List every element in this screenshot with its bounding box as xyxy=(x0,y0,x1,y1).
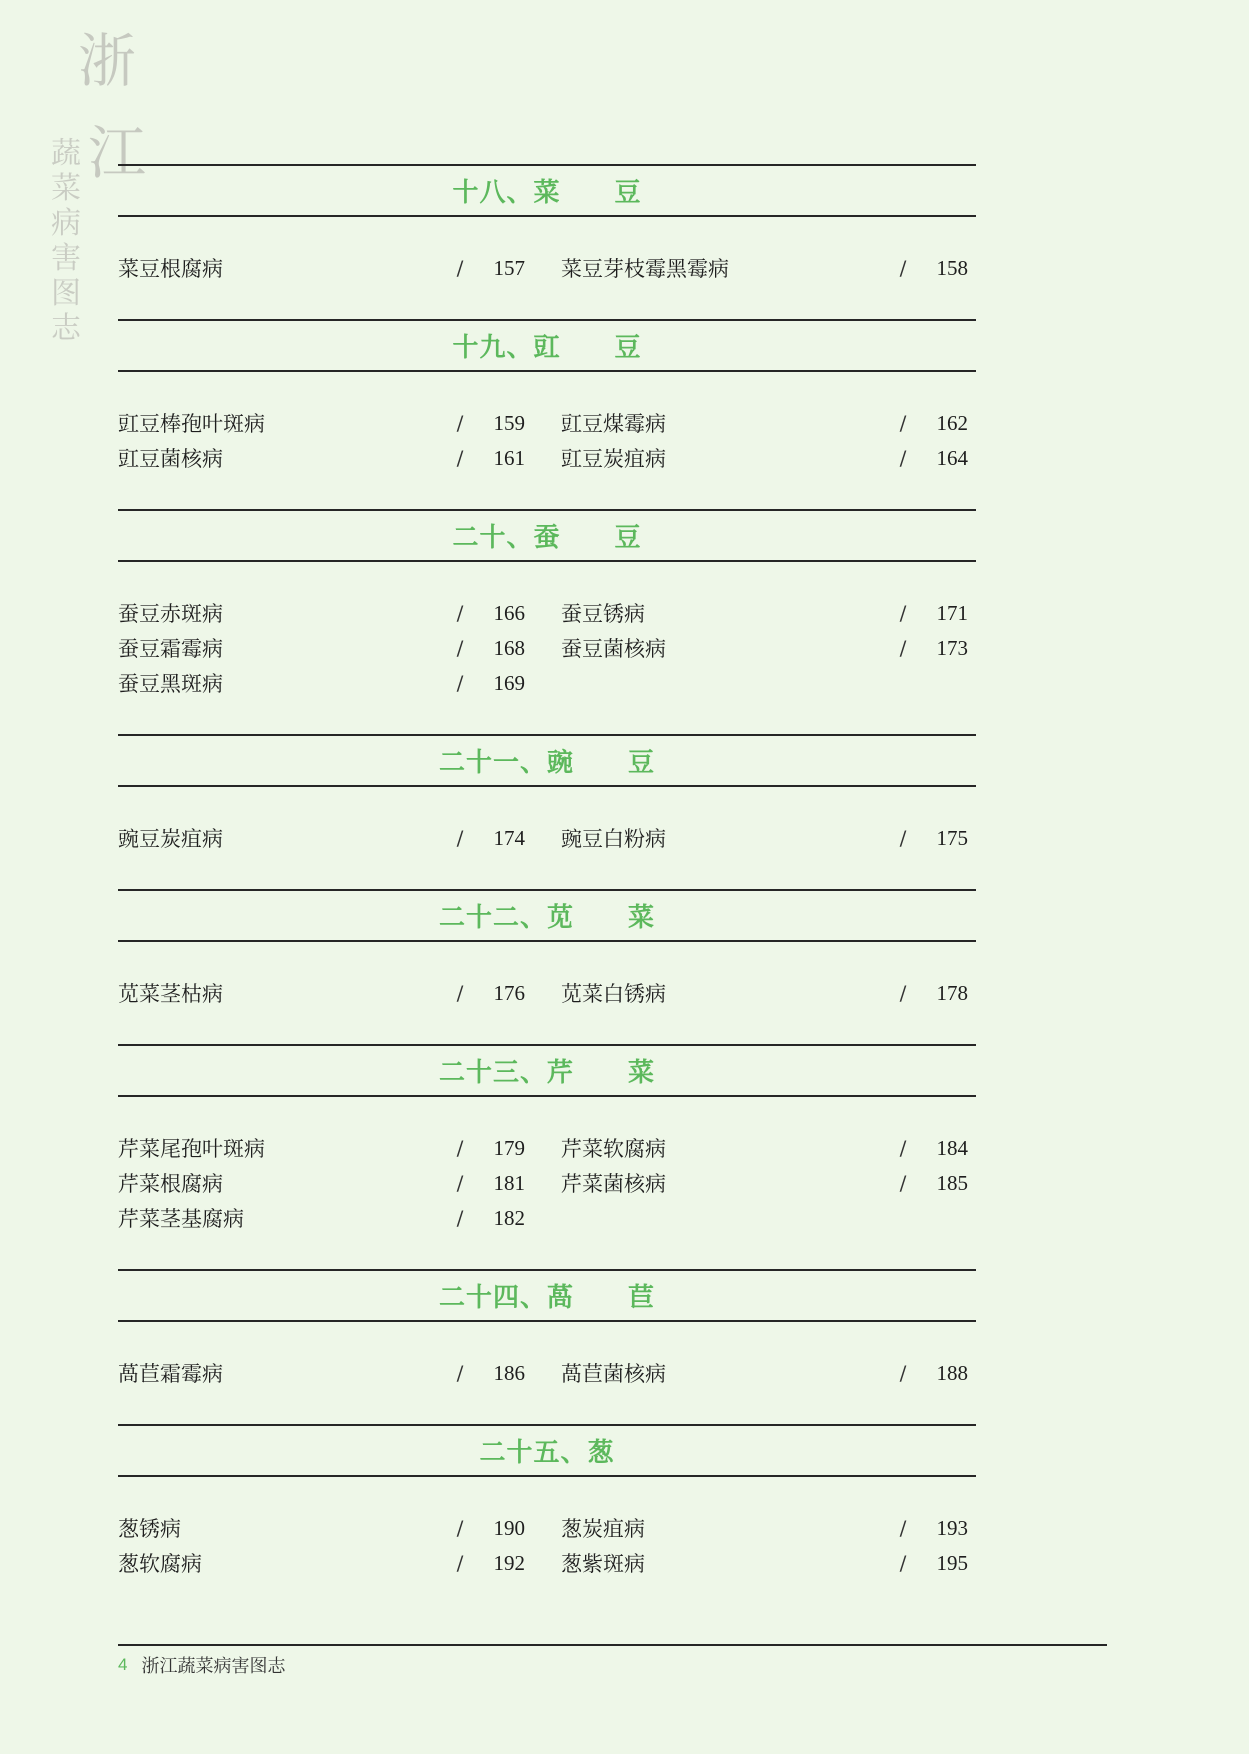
logo-char-zhe: 浙 xyxy=(78,27,137,95)
toc-section xyxy=(118,889,976,1044)
right-column xyxy=(561,253,976,281)
entry-name: 葱紫斑病 xyxy=(561,1552,645,1576)
section-title: 二十一、豌 豆 xyxy=(438,748,655,778)
section-header xyxy=(118,1424,976,1477)
logo-vertical-char: 图 xyxy=(51,276,81,311)
toc-entry[interactable] xyxy=(561,408,976,436)
left-column xyxy=(118,253,561,281)
entry-page-number: 161 xyxy=(493,445,525,470)
right-column xyxy=(561,598,976,696)
right-column xyxy=(561,1513,976,1576)
entry-separator: / xyxy=(899,1516,907,1540)
right-column xyxy=(561,1358,976,1386)
entry-separator: / xyxy=(456,1516,464,1540)
entry-page-number: 178 xyxy=(936,980,968,1005)
entry-name: 苋菜茎枯病 xyxy=(118,982,223,1006)
logo-vertical-title xyxy=(48,136,84,346)
section-title: 二十四、萵 苣 xyxy=(438,1283,655,1313)
entry-page-number: 195 xyxy=(936,1550,968,1575)
entry-page-number: 175 xyxy=(936,825,968,850)
toc-entry[interactable] xyxy=(118,633,561,661)
entry-separator: / xyxy=(456,826,464,850)
entry-name: 蚕豆赤斑病 xyxy=(118,602,223,626)
entry-name: 萵苣霜霉病 xyxy=(118,1362,223,1386)
entry-name: 苋菜白锈病 xyxy=(561,982,666,1006)
toc-section xyxy=(118,1424,976,1614)
entry-separator: / xyxy=(899,981,907,1005)
toc-entry[interactable] xyxy=(561,443,976,471)
section-header xyxy=(118,734,976,787)
toc-entry[interactable] xyxy=(118,1203,561,1231)
toc-entry[interactable] xyxy=(561,823,976,851)
toc-entry[interactable] xyxy=(118,978,561,1006)
toc-section xyxy=(118,319,976,509)
section-entries xyxy=(118,787,976,889)
entry-name: 芹菜根腐病 xyxy=(118,1172,223,1196)
entry-separator: / xyxy=(899,636,907,660)
right-column xyxy=(561,408,976,471)
entry-name: 葱锈病 xyxy=(118,1517,181,1541)
toc-entry[interactable] xyxy=(561,1358,976,1386)
logo-vertical-char: 病 xyxy=(51,206,81,241)
logo-vertical-char: 菜 xyxy=(51,171,81,206)
entry-page-number: 162 xyxy=(936,410,968,435)
entry-page-number: 169 xyxy=(493,670,525,695)
entry-page-number: 188 xyxy=(936,1360,968,1385)
entry-name: 蚕豆菌核病 xyxy=(561,637,666,661)
toc-entry[interactable] xyxy=(118,598,561,626)
toc-section xyxy=(118,734,976,889)
toc-entry[interactable] xyxy=(118,1133,561,1161)
page-number: 4 xyxy=(118,1655,128,1674)
toc-entry[interactable] xyxy=(118,1168,561,1196)
section-title: 十九、豇 豆 xyxy=(452,333,642,363)
section-title: 十八、菜 豆 xyxy=(452,178,642,208)
toc-entry[interactable] xyxy=(561,978,976,1006)
right-column xyxy=(561,978,976,1006)
footer-rule xyxy=(118,1644,1107,1646)
table-of-contents xyxy=(118,164,976,1614)
section-header xyxy=(118,889,976,942)
entry-separator: / xyxy=(899,826,907,850)
entry-page-number: 182 xyxy=(493,1205,525,1230)
section-entries xyxy=(118,562,976,734)
page-footer xyxy=(118,1652,285,1678)
section-header xyxy=(118,509,976,562)
entry-name: 芹菜尾孢叶斑病 xyxy=(118,1137,265,1161)
entry-page-number: 171 xyxy=(936,600,968,625)
entry-page-number: 168 xyxy=(493,635,525,660)
entry-name: 芹菜菌核病 xyxy=(561,1172,666,1196)
section-entries xyxy=(118,942,976,1044)
entry-name: 蚕豆锈病 xyxy=(561,602,645,626)
entry-name: 菜豆根腐病 xyxy=(118,257,223,281)
section-title: 二十五、葱 xyxy=(479,1438,615,1468)
entry-name: 豌豆炭疽病 xyxy=(118,827,223,851)
entry-separator: / xyxy=(456,601,464,625)
left-column xyxy=(118,1513,561,1576)
entry-page-number: 176 xyxy=(493,980,525,1005)
entry-page-number: 174 xyxy=(493,825,525,850)
toc-section xyxy=(118,509,976,734)
entry-page-number: 179 xyxy=(493,1135,525,1160)
toc-entry[interactable] xyxy=(118,668,561,696)
entry-separator: / xyxy=(899,601,907,625)
entry-separator: / xyxy=(456,411,464,435)
entry-name: 芹菜茎基腐病 xyxy=(118,1207,244,1231)
entry-page-number: 173 xyxy=(936,635,968,660)
logo-vertical-char: 害 xyxy=(51,241,81,276)
entry-separator: / xyxy=(899,411,907,435)
entry-name: 蚕豆霜霉病 xyxy=(118,637,223,661)
entry-name: 豇豆煤霉病 xyxy=(561,412,666,436)
entry-separator: / xyxy=(456,981,464,1005)
entry-separator: / xyxy=(456,1551,464,1575)
right-column xyxy=(561,1133,976,1231)
section-header xyxy=(118,1044,976,1097)
logo-vertical-char: 蔬 xyxy=(51,136,81,171)
toc-entry[interactable] xyxy=(118,1513,561,1541)
entry-separator: / xyxy=(456,1171,464,1195)
toc-entry[interactable] xyxy=(561,253,976,281)
entry-name: 芹菜软腐病 xyxy=(561,1137,666,1161)
entry-separator: / xyxy=(899,1551,907,1575)
toc-entry[interactable] xyxy=(561,598,976,626)
toc-entry[interactable] xyxy=(561,633,976,661)
left-column xyxy=(118,598,561,696)
entry-page-number: 185 xyxy=(936,1170,968,1195)
toc-entry[interactable] xyxy=(118,1358,561,1386)
toc-entry[interactable] xyxy=(118,408,561,436)
left-column xyxy=(118,1133,561,1231)
entry-page-number: 158 xyxy=(936,255,968,280)
entry-page-number: 190 xyxy=(493,1515,525,1540)
entry-separator: / xyxy=(899,256,907,280)
entry-name: 萵苣菌核病 xyxy=(561,1362,666,1386)
section-entries xyxy=(118,1477,976,1614)
entry-separator: / xyxy=(456,1361,464,1385)
entry-separator: / xyxy=(899,1361,907,1385)
entry-page-number: 159 xyxy=(493,410,525,435)
left-column xyxy=(118,823,561,851)
entry-name: 豌豆白粉病 xyxy=(561,827,666,851)
entry-separator: / xyxy=(456,671,464,695)
toc-section xyxy=(118,164,976,319)
section-title: 二十、蚕 豆 xyxy=(452,523,642,553)
entry-name: 菜豆芽枝霉黑霉病 xyxy=(561,257,729,281)
section-entries xyxy=(118,372,976,509)
entry-separator: / xyxy=(456,1206,464,1230)
entry-page-number: 166 xyxy=(493,600,525,625)
entry-separator: / xyxy=(899,1171,907,1195)
logo-vertical-char: 志 xyxy=(51,311,81,346)
entry-page-number: 181 xyxy=(493,1170,525,1195)
toc-entry[interactable] xyxy=(561,1513,976,1541)
toc-entry[interactable] xyxy=(118,1548,561,1576)
entry-separator: / xyxy=(456,1136,464,1160)
section-header xyxy=(118,319,976,372)
entry-page-number: 157 xyxy=(493,255,525,280)
section-entries xyxy=(118,1097,976,1269)
entry-separator: / xyxy=(456,446,464,470)
entry-page-number: 184 xyxy=(936,1135,968,1160)
entry-name: 葱炭疽病 xyxy=(561,1517,645,1541)
section-title: 二十二、苋 菜 xyxy=(438,903,655,933)
right-column xyxy=(561,823,976,851)
section-header xyxy=(118,164,976,217)
section-entries xyxy=(118,1322,976,1424)
toc-entry[interactable] xyxy=(118,443,561,471)
entry-page-number: 164 xyxy=(936,445,968,470)
entry-page-number: 186 xyxy=(493,1360,525,1385)
section-header xyxy=(118,1269,976,1322)
entry-separator: / xyxy=(899,1136,907,1160)
toc-entry[interactable] xyxy=(561,1168,976,1196)
book-title: 浙江蔬菜病害图志 xyxy=(141,1656,286,1677)
entry-name: 葱软腐病 xyxy=(118,1552,202,1576)
toc-entry[interactable] xyxy=(561,1133,976,1161)
entry-separator: / xyxy=(456,256,464,280)
toc-section xyxy=(118,1044,976,1269)
left-column xyxy=(118,408,561,471)
toc-entry[interactable] xyxy=(118,253,561,281)
entry-separator: / xyxy=(456,636,464,660)
entry-separator: / xyxy=(899,446,907,470)
toc-entry[interactable] xyxy=(561,1548,976,1576)
entry-name: 豇豆菌核病 xyxy=(118,447,223,471)
entry-name: 蚕豆黑斑病 xyxy=(118,672,223,696)
left-column xyxy=(118,978,561,1006)
entry-name: 豇豆棒孢叶斑病 xyxy=(118,412,265,436)
entry-page-number: 193 xyxy=(936,1515,968,1540)
toc-section xyxy=(118,1269,976,1424)
entry-name: 豇豆炭疽病 xyxy=(561,447,666,471)
left-column xyxy=(118,1358,561,1386)
toc-entry[interactable] xyxy=(118,823,561,851)
section-entries xyxy=(118,217,976,319)
section-title: 二十三、芹 菜 xyxy=(438,1058,655,1088)
logo-char-jiang: 江 xyxy=(88,119,147,187)
entry-page-number: 192 xyxy=(493,1550,525,1575)
